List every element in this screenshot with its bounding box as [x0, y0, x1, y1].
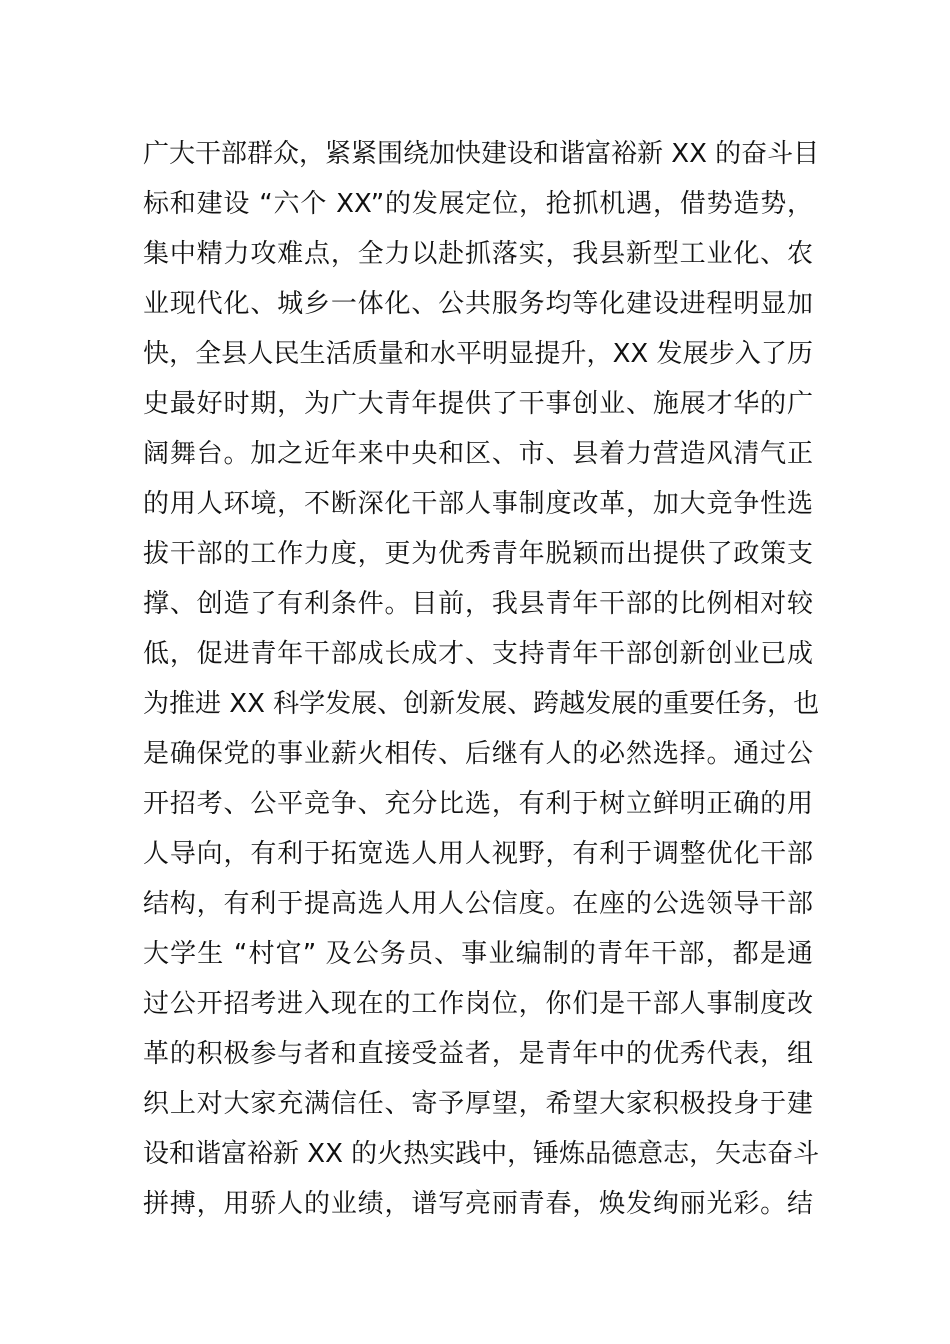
- text-line: 结构，有利于提高选人用人公信度。在座的公选领导干部: [143, 889, 813, 919]
- text-line: 标和建设 “六个 XX”的发展定位，抢抓机遇，借势造势，: [143, 189, 813, 219]
- text-line: 拔干部的工作力度，更为优秀青年脱颖而出提供了政策支: [143, 539, 813, 569]
- text-line: 广大干部群众，紧紧围绕加快建设和谐富裕新 XX 的奋斗目: [143, 139, 820, 169]
- text-line: 集中精力攻难点，全力以赴抓落实，我县新型工业化、农: [143, 239, 813, 269]
- text-line: 大学生 “村官” 及公务员、事业编制的青年干部，都是通: [143, 939, 813, 969]
- text-line: 开招考、公平竞争、充分比选，有利于树立鲜明正确的用: [143, 789, 813, 819]
- text-line: 低，促进青年干部成长成才、支持青年干部创新创业已成: [143, 639, 813, 669]
- text-line: 拼搏，用骄人的业绩，谱写亮丽青春，焕发绚丽光彩。结: [143, 1189, 813, 1219]
- text-line: 的用人环境，不断深化干部人事制度改革，加大竞争性选: [143, 489, 813, 519]
- body-paragraph: [143, 129, 820, 1229]
- text-line: 阔舞台。加之近年来中央和区、市、县着力营造风清气正: [143, 439, 813, 469]
- text-line: 设和谐富裕新 XX 的火热实践中，锤炼品德意志，矢志奋斗: [143, 1139, 820, 1169]
- text-line: 史最好时期，为广大青年提供了干事创业、施展才华的广: [143, 389, 813, 419]
- text-line: 快，全县人民生活质量和水平明显提升，XX 发展步入了历: [143, 339, 813, 369]
- text-line: 为推进 XX 科学发展、创新发展、跨越发展的重要任务，也: [143, 689, 820, 719]
- text-line: 织上对大家充满信任、寄予厚望，希望大家积极投身于建: [143, 1089, 813, 1119]
- text-line: 人导向，有利于拓宽选人用人视野，有利于调整优化干部: [143, 839, 813, 869]
- text-line: 撑、创造了有利条件。目前，我县青年干部的比例相对较: [143, 589, 813, 619]
- text-line: 业现代化、城乡一体化、公共服务均等化建设进程明显加: [143, 289, 813, 319]
- text-line: 过公开招考进入现在的工作岗位，你们是干部人事制度改: [143, 989, 813, 1019]
- text-line: 是确保党的事业薪火相传、后继有人的必然选择。通过公: [143, 739, 813, 769]
- text-line: 革的积极参与者和直接受益者，是青年中的优秀代表，组: [143, 1039, 813, 1069]
